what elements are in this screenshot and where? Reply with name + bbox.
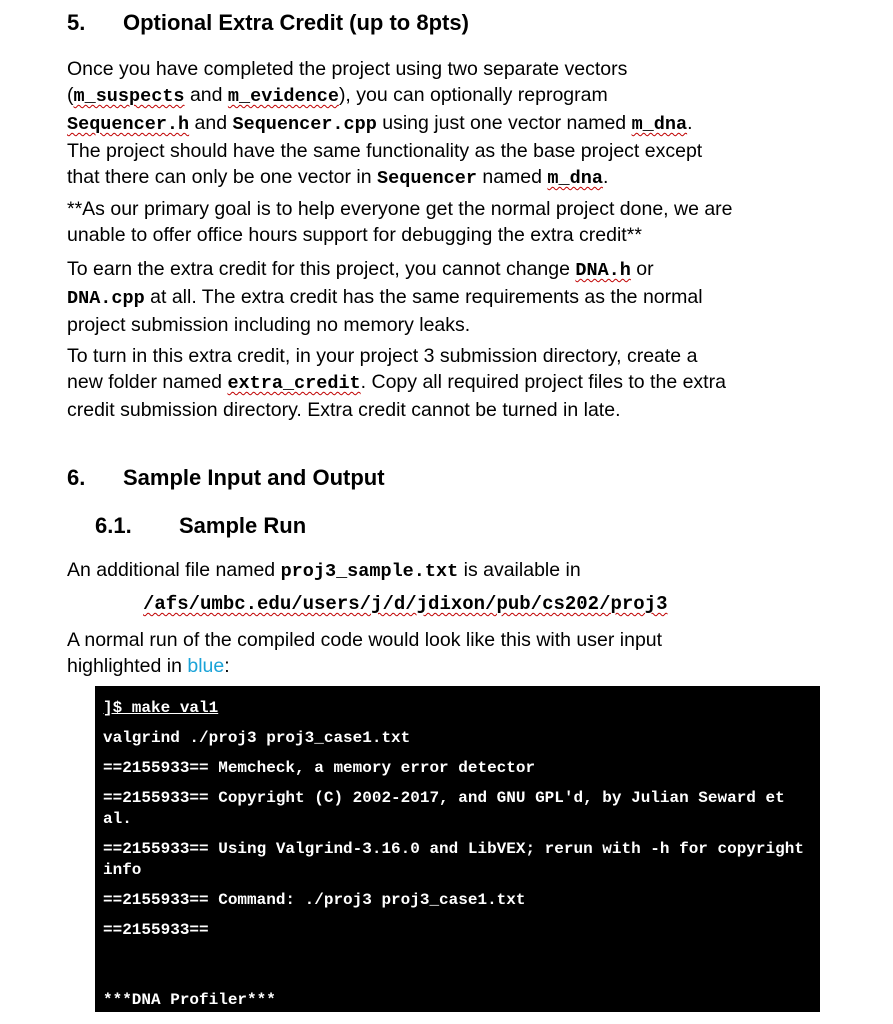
terminal-line-8: ***DNA Profiler*** bbox=[103, 991, 276, 1009]
terminal-line-4: ==2155933== Copyright (C) 2002-2017, and GNU GPL'd, by Julian Seward et al. bbox=[103, 789, 795, 828]
code-m-evidence: m_evidence bbox=[227, 86, 339, 107]
extra-credit-intro: Once you have completed the project using two separate vectors (m_suspects and m_evidence), you can optionally reprogram Sequencer.h and Sequencer.cpp using just one vector named m_dna. The project should have the same functionality as the base project except that there can only be one vector in Sequencer named m_dna. bbox=[67, 58, 703, 189]
terminal-line-2: valgrind ./proj3 proj3_case1.txt bbox=[103, 729, 411, 747]
blue-word: blue bbox=[187, 655, 225, 677]
terminal-line-6: ==2155933== Command: ./proj3 proj3_case1.txt bbox=[103, 891, 526, 909]
code-sequencer-h: Sequencer.h bbox=[67, 114, 190, 135]
code-sequencer-cpp: Sequencer.cpp bbox=[232, 114, 377, 135]
sample-file-note: An additional file named proj3_sample.txt is available in bbox=[67, 559, 581, 582]
office-hours-note: **As our primary goal is to help everyone get the normal project done, we are unable to offer office hours support for debugging the extra credit** bbox=[67, 198, 733, 246]
extra-credit-submission: To turn in this extra credit, in your project 3 submission directory, create a new folder named extra_credit. Copy all required project files to the extra credit submission directory. Extra credit cannot be turned in late. bbox=[67, 345, 726, 421]
section-5-number: 5. bbox=[67, 10, 86, 35]
section-6-1-number: 6.1. bbox=[95, 513, 132, 538]
code-m-dna: m_dna bbox=[631, 114, 688, 135]
terminal-line-1: ]$ make val1 bbox=[103, 699, 219, 717]
code-m-dna-2: m_dna bbox=[547, 168, 603, 189]
section-6-number: 6. bbox=[67, 465, 86, 490]
extra-credit-requirements: To earn the extra credit for this project, you cannot change DNA.h or DNA.cpp at all. The extra credit has the same requirements as the normal project submission including no memory leaks. bbox=[67, 258, 703, 336]
section-6-1-heading bbox=[95, 513, 306, 539]
section-6-heading bbox=[67, 465, 385, 491]
sample-run-intro: A normal run of the compiled code would look like this with user input highlighted in blue: bbox=[67, 629, 663, 677]
terminal-blank bbox=[103, 950, 812, 990]
section-6-1-title: Sample Run bbox=[179, 513, 307, 538]
code-dna-cpp: DNA.cpp bbox=[67, 288, 145, 309]
section-5-heading bbox=[67, 10, 469, 36]
sample-path: /afs/umbc.edu/users/j/d/jdixon/pub/cs202/proj3 bbox=[143, 593, 668, 615]
section-5-title: Optional Extra Credit (up to 8pts) bbox=[123, 10, 469, 35]
code-sequencer: Sequencer bbox=[377, 168, 477, 189]
code-proj3-sample: proj3_sample.txt bbox=[280, 561, 459, 582]
terminal-output bbox=[95, 686, 820, 1012]
terminal-line-5: ==2155933== Using Valgrind-3.16.0 and LibVEX; rerun with -h for copyright info bbox=[103, 840, 814, 879]
terminal-line-7: ==2155933== bbox=[103, 921, 209, 939]
section-6-title: Sample Input and Output bbox=[123, 465, 385, 490]
code-dna-h: DNA.h bbox=[575, 260, 631, 281]
terminal-line-3: ==2155933== Memcheck, a memory error detector bbox=[103, 759, 536, 777]
code-m-suspects: m_suspects bbox=[73, 86, 185, 107]
code-extra-credit: extra_credit bbox=[227, 373, 361, 394]
